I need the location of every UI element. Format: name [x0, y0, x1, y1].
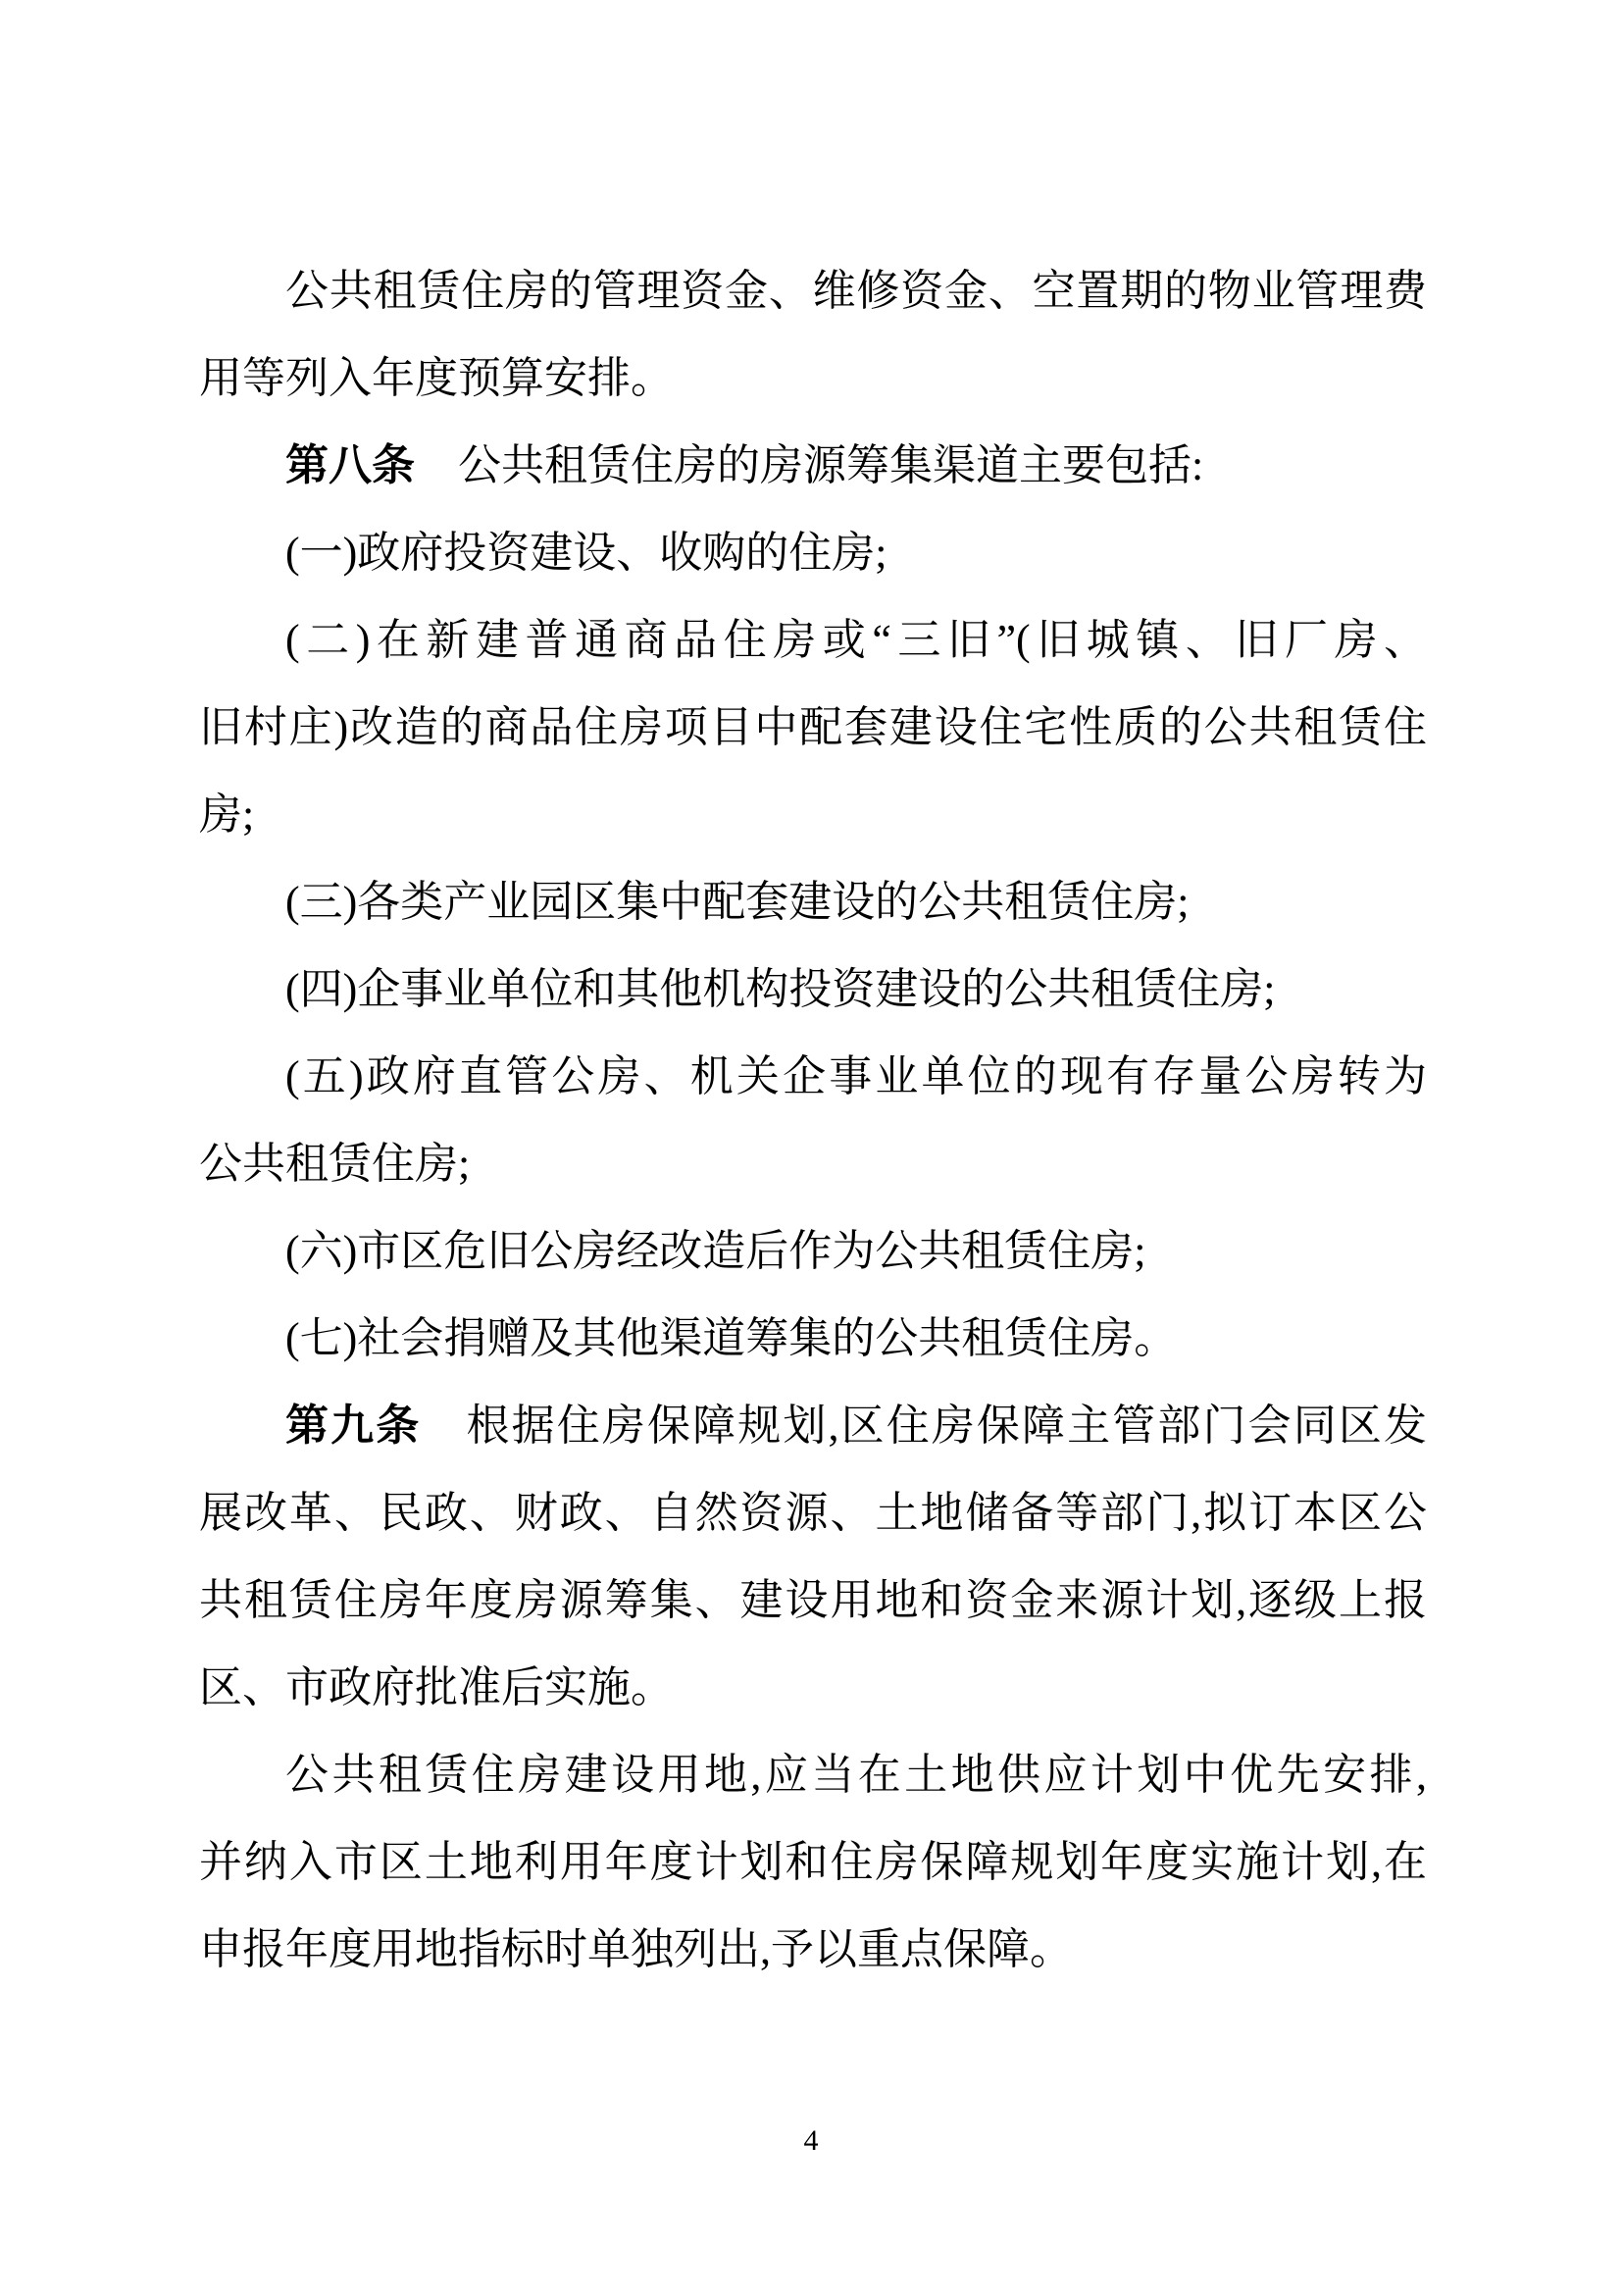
line-text: 房;: [199, 791, 255, 839]
text-line: [199, 684, 1427, 771]
document-body: [199, 247, 1427, 1993]
line-text: 用等列入年度预算安排。: [199, 354, 674, 402]
line-text: (一)政府投资建设、收购的住房;: [285, 529, 887, 577]
line-text: 公共租赁住房建设用地,应当在土地供应计划中优先安排,: [285, 1751, 1427, 1799]
line-text: (六)市区危旧公房经改造后作为公共租赁住房;: [285, 1227, 1146, 1275]
text-line: [199, 771, 1427, 858]
article-number-label: 第八条: [285, 441, 415, 489]
line-text: 根据住房保障规划,区住房保障主管部门会同区发: [421, 1402, 1428, 1450]
text-line: [199, 1207, 1427, 1295]
line-text: 公共租赁住房;: [199, 1140, 471, 1188]
text-line: [199, 1556, 1427, 1644]
line-text: 公共租赁住房的管理资金、维修资金、空置期的物业管理费: [285, 267, 1427, 315]
text-line: [199, 1818, 1427, 1906]
text-line: [199, 858, 1427, 945]
line-text: 展改革、民政、财政、自然资源、土地储备等部门,拟订本区公: [199, 1489, 1427, 1537]
line-text: 并纳入市区土地利用年度计划和住房保障规划年度实施计划,在: [199, 1838, 1427, 1886]
line-text: 公共租赁住房的房源筹集渠道主要包括:: [415, 441, 1204, 489]
line-text: (四)企事业单位和其他机构投资建设的公共租赁住房;: [285, 965, 1276, 1013]
text-line: [199, 1120, 1427, 1207]
text-line: [199, 596, 1427, 684]
article-number-label: 第九条: [285, 1402, 422, 1450]
text-line: [199, 1644, 1427, 1731]
text-line: [199, 247, 1427, 334]
line-text: (二)在新建普通商品住房或“三旧”(旧城镇、旧厂房、: [285, 616, 1427, 664]
text-line: [199, 1469, 1427, 1556]
text-line: [199, 509, 1427, 596]
line-text: 申报年度用地指标时单独列出,予以重点保障。: [199, 1925, 1073, 1973]
text-line: [199, 945, 1427, 1033]
line-text: (五)政府直管公房、机关企事业单位的现有存量公房转为: [285, 1052, 1427, 1100]
text-line: [199, 1382, 1427, 1469]
line-text: 旧村庄)改造的商品住房项目中配套建设住宅性质的公共租赁住: [199, 703, 1427, 751]
page-number: 4: [803, 2124, 819, 2157]
line-text: 共租赁住房年度房源筹集、建设用地和资金来源计划,逐级上报: [199, 1576, 1427, 1624]
text-line: [199, 1295, 1427, 1382]
line-text: (七)社会捐赠及其他渠道筹集的公共租赁住房。: [285, 1314, 1178, 1362]
text-line: [199, 334, 1427, 422]
text-line: [199, 422, 1427, 509]
text-line: [199, 1033, 1427, 1120]
text-line: [199, 1906, 1427, 1993]
line-text: 区、市政府批准后实施。: [199, 1663, 674, 1711]
text-line: [199, 1731, 1427, 1818]
line-text: (三)各类产业园区集中配套建设的公共租赁住房;: [285, 878, 1190, 926]
